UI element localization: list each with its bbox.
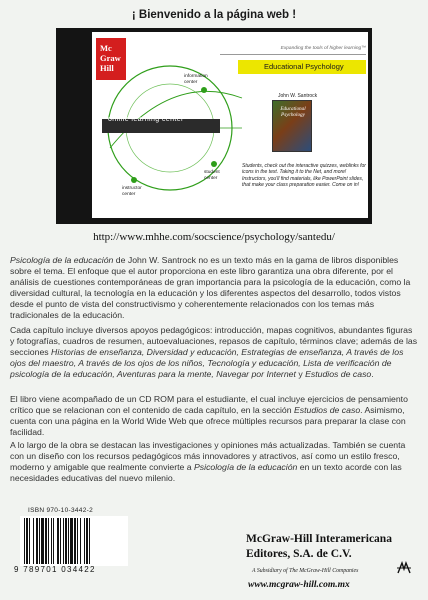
barcode-number: 9 789701 034422 [14,565,96,574]
barcode-bar [24,518,25,564]
barcode-bar [57,518,59,564]
instructor-hub-dot [131,177,137,183]
barcode-bar [84,518,85,564]
publisher-name: McGraw-Hill Interamericana Editores, S.A. de C.V. [246,533,392,560]
barcode-bar [80,518,81,564]
barcode-bar [89,518,90,564]
barcode-bar [26,518,28,564]
student-center-label: student center [204,170,220,181]
tagline-divider [220,54,366,55]
website-screenshot [56,28,372,224]
description-paragraph-1: Psicología de la educación de John W. Santrock no es un texto más en la gama de libros disponibles sobre el tema. El enfoque que el autor proporciona en este libro garantiza una obra diferente, por el análisis de cuestiones contemporáneas de gran importancia para la psicología de la educación, como la diversidad cultural, la tecnología en la educación y los diferentes aspectos del desarrollo, todos vistos desde el punto de vista del constructivismo y coherentemente relacionados con los temas más tradicionales de la educación. [10,255,411,320]
mcgraw-hill-companies-logo [396,560,412,576]
subsidiary-line: A Subsidiary of The McGraw-Hill Companies [252,568,359,574]
course-title-bar: Educational Psychology [238,60,366,74]
information-hub-dot [201,87,207,93]
website-screenshot-content [92,32,368,218]
publisher-website: www.mcgraw-hill.com.mx [248,580,350,590]
barcode-bar [77,518,78,564]
book-cover-thumbnail [272,100,312,152]
barcode-bar [29,518,30,564]
instructor-center-label: instructor center [122,186,142,197]
description-paragraph-2: Cada capítulo incluye diversos apoyos pedagógicos: introducción, mapas cognitivos, abundantes figuras y fotografías, cuadros de resumen, autoevaluaciones, repasos de capítulo, términos clave; además de las secciones Historias de enseñanza, Diversidad y educación, Estrategias de enseñanza, A través de los ojos del maestro, A través de los ojos de los niños, Tecnología y educación, Lista de verificación de psicología de la educación, Aventuras para la mente, Navegar por Internet y Estudios de caso. [10,325,418,379]
barcode [20,516,128,566]
barcode-bar [41,518,44,564]
barcode-bar [53,518,54,564]
barcode-bar [39,518,40,564]
information-center-label: information center [184,74,208,85]
barcode-bar [51,518,52,564]
barcode-bar [70,518,73,564]
mcgraw-hill-logo: Mc Graw Hill [96,38,126,80]
welcome-heading: ¡ Bienvenido a la página web ! [131,9,297,21]
barcode-bar [48,518,49,564]
barcode-bar [68,518,69,564]
book-cover-title: Educational Psychology [280,106,306,118]
barcode-bar [60,518,61,564]
barcode-bar [86,518,88,564]
students-blurb: Students, check out the interactive quizzes, weblinks for icons in the text. Taking it to the Net, and more! Instructors, you'll find materials, like PowerPoint slides, that make your class preparation easier. Come on in! [242,163,366,188]
barcode-bar [36,518,38,564]
isbn-label: ISBN 970-10-3442-2 [28,507,94,514]
description-paragraph-3: El libro viene acompañado de un CD ROM para el estudiante, el cual incluye ejercicios de pensamiento crítico que se relacionan con el contenido de cada capítulo, en la sección Estudios de caso. Asimismo, cuenta con una página en la World Wide Web que ofrece múltiples recursos para preparar la clase con facilidad. [10,394,408,437]
barcode-bar [74,518,76,564]
website-url: http://www.mhhe.com/socscience/psychology/santedu/ [93,231,335,243]
online-learning-center-label: online learning center [108,116,184,123]
barcode-bar [45,518,47,564]
author-label: John W. Santrock [278,93,318,99]
barcode-bar [63,518,64,564]
student-hub-dot [211,161,217,167]
barcode-bar [65,518,67,564]
tagline: Expanding the tools of higher learning™ [280,46,366,51]
description-paragraph-4: A lo largo de la obra se destacan las investigaciones y opiniones más actualizadas. También se cuenta con un diseño con los recursos pedagógicos más innovadores y atractivos, así como un estilo fresco, moderno y amigable que realmente convierte a Psicología de la educación en un texto acorde con las necesidades educativas del nuevo milenio. [10,440,406,483]
barcode-bar [33,518,34,564]
